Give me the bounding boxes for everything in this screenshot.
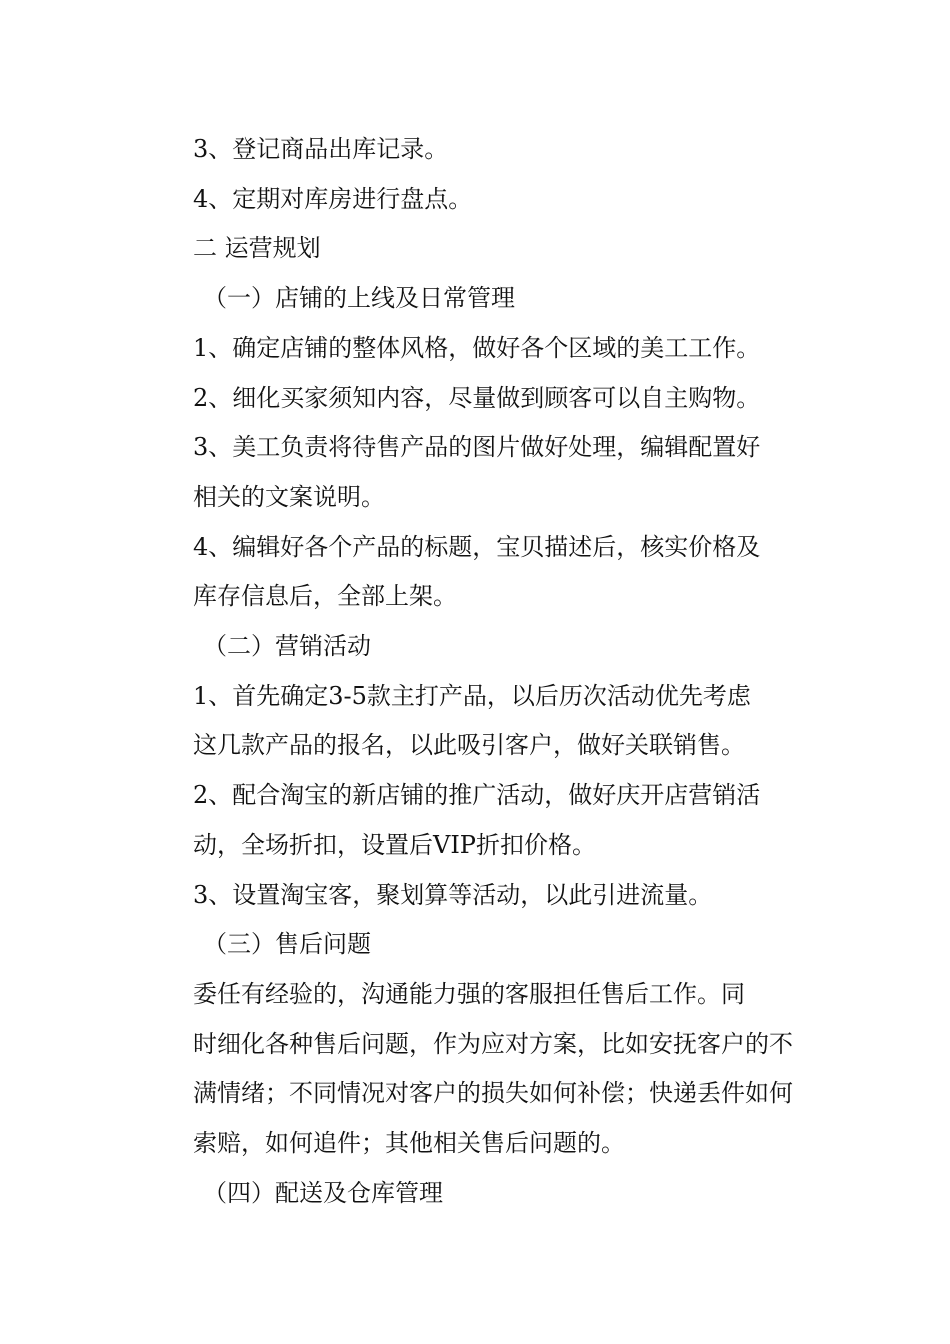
document-body	[145, 125, 810, 1218]
after-sales-paragraph: 委任有经验的，沟通能力强的客服担任售后工作。同 时细化各种售后问题，作为应对方案，比如安抚客户的不 满情绪；不同情况对客户的损失如何补偿；快递丢件如何 索赔，如何追件；其他相关售后问题的。	[193, 979, 793, 1158]
item-4-product-listing: 4、编辑好各个产品的标题，宝贝描述后，核实价格及 库存信息后，全部上架。	[193, 532, 761, 611]
item-3-product-images: 3、美工负责将待售产品的图片做好处理，编辑配置好 相关的文案说明。	[193, 433, 761, 511]
item-4-inventory-check: 4、定期对库房进行盘点。	[193, 184, 473, 213]
item-1-store-style: 1、确定店铺的整体风格，做好各个区域的美工工作。	[193, 333, 761, 362]
subsection-heading-marketing: （二）营销活动	[203, 632, 371, 661]
subsection-heading-delivery-warehouse: （四）配送及仓库管理	[203, 1178, 443, 1207]
item-2-buyer-notice: 2、细化买家须知内容，尽量做到顾客可以自主购物。	[193, 383, 761, 412]
section-heading-operations-plan: 二 运营规划	[193, 234, 321, 263]
item-3-outbound-record: 3、登记商品出库记录。	[193, 135, 449, 163]
item-3-traffic: 3、设置淘宝客，聚划算等活动，以此引进流量。	[193, 880, 713, 909]
subsection-heading-store-launch: （一）店铺的上线及日常管理	[203, 284, 515, 313]
item-2-promotion: 2、配合淘宝的新店铺的推广活动，做好庆开店营销活 动，全场折扣，设置后VIP折扣价格。	[193, 781, 761, 859]
item-1-key-products: 1、首先确定3-5款主打产品，以后历次活动优先考虑 这几款产品的报名，以此吸引客户，做好关联销售。	[193, 681, 751, 760]
subsection-heading-after-sales: （三）售后问题	[203, 930, 371, 959]
